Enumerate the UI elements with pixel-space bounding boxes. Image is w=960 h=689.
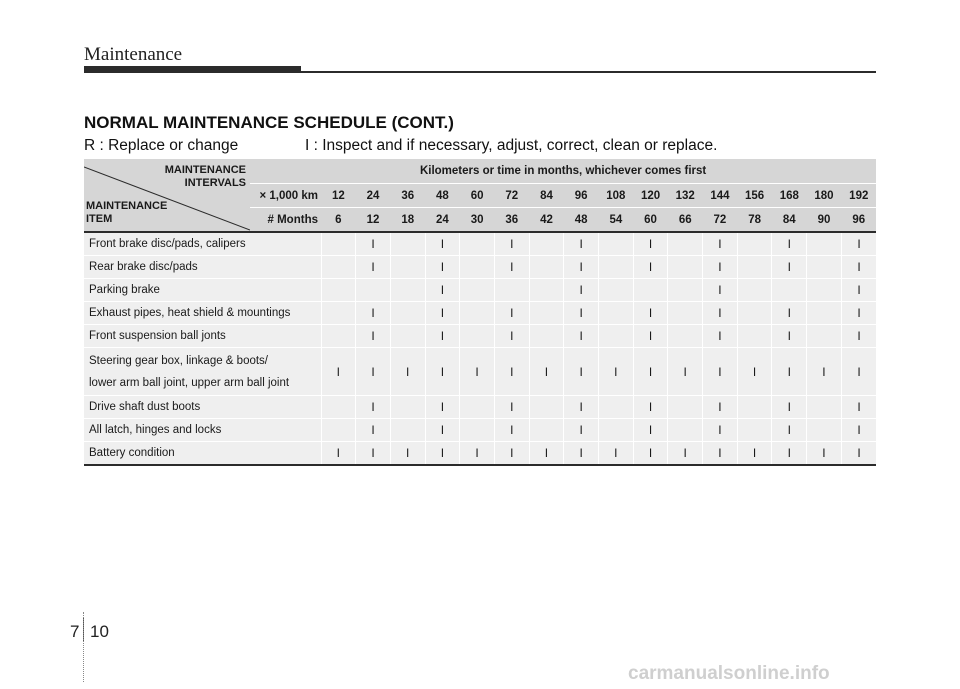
interval-cell (807, 302, 842, 325)
interval-cell (390, 256, 425, 279)
interval-cell: I (841, 232, 876, 256)
interval-cell: I (772, 232, 807, 256)
table-row (84, 325, 876, 348)
interval-cell: I (321, 348, 356, 396)
interval-cell: I (668, 348, 703, 396)
interval-cell: I (633, 442, 668, 466)
interval-cell (737, 256, 772, 279)
interval-cell: I (564, 325, 599, 348)
table-row (84, 279, 876, 302)
interval-cell: I (703, 256, 738, 279)
interval-cell: I (599, 442, 634, 466)
table-row (84, 419, 876, 442)
interval-cell: I (633, 302, 668, 325)
interval-cell: I (807, 348, 842, 396)
interval-cell (668, 232, 703, 256)
table-row (84, 256, 876, 279)
interval-cell: I (633, 232, 668, 256)
item-name: Drive shaft dust boots (84, 396, 321, 419)
month-value: 48 (564, 208, 599, 233)
interval-cell: I (494, 419, 529, 442)
interval-cell (356, 279, 391, 302)
interval-cell: I (772, 348, 807, 396)
interval-cell (737, 419, 772, 442)
interval-cell: I (425, 419, 460, 442)
interval-cell: I (356, 256, 391, 279)
interval-cell: I (460, 442, 495, 466)
interval-cell (390, 302, 425, 325)
interval-cell: I (321, 442, 356, 466)
km-value: 156 (737, 184, 772, 208)
item-name-line: Steering gear box, linkage & boots/ (89, 354, 269, 367)
month-value: 6 (321, 208, 356, 233)
interval-cell (321, 419, 356, 442)
interval-cell (737, 232, 772, 256)
page-footer-line (83, 612, 85, 682)
km-value: 48 (425, 184, 460, 208)
interval-cell: I (841, 279, 876, 302)
km-value: 108 (599, 184, 634, 208)
interval-cell: I (703, 396, 738, 419)
interval-cell: I (564, 232, 599, 256)
interval-cell (772, 279, 807, 302)
interval-cell: I (494, 348, 529, 396)
interval-cell (321, 396, 356, 419)
table-row (84, 396, 876, 419)
interval-cell (599, 325, 634, 348)
interval-cell: I (703, 419, 738, 442)
interval-cell: I (356, 325, 391, 348)
interval-cell (529, 302, 564, 325)
interval-cell: I (841, 302, 876, 325)
km-value: 144 (703, 184, 738, 208)
interval-cell: I (772, 302, 807, 325)
item-name: Parking brake (84, 279, 321, 302)
interval-cell: I (841, 442, 876, 466)
interval-cell: I (494, 396, 529, 419)
interval-cell: I (494, 302, 529, 325)
interval-cell: I (494, 442, 529, 466)
km-unit-label: × 1,000 km (250, 184, 321, 208)
interval-cell (529, 419, 564, 442)
km-value: 12 (321, 184, 356, 208)
interval-cell (529, 279, 564, 302)
corner-item-line1: MAINTENANCE (86, 200, 168, 212)
interval-cell: I (529, 348, 564, 396)
interval-cell: I (841, 396, 876, 419)
interval-cell: I (494, 232, 529, 256)
interval-cell (460, 279, 495, 302)
interval-cell: I (494, 325, 529, 348)
interval-cell (390, 279, 425, 302)
interval-cell: I (564, 442, 599, 466)
section-title: NORMAL MAINTENANCE SCHEDULE (CONT.) (84, 113, 454, 132)
maintenance-schedule-table (84, 159, 876, 466)
interval-cell: I (841, 348, 876, 396)
interval-cell (460, 302, 495, 325)
legend (84, 137, 718, 155)
km-value: 180 (807, 184, 842, 208)
interval-cell: I (703, 302, 738, 325)
month-value: 84 (772, 208, 807, 233)
interval-cell (390, 325, 425, 348)
km-value: 36 (390, 184, 425, 208)
item-name: Rear brake disc/pads (84, 256, 321, 279)
legend-replace: R : Replace or change (84, 137, 239, 154)
km-value: 60 (460, 184, 495, 208)
header-rule-thick (84, 66, 301, 73)
month-value: 60 (633, 208, 668, 233)
month-value: 72 (703, 208, 738, 233)
km-value: 96 (564, 184, 599, 208)
interval-cell (633, 279, 668, 302)
interval-cell (599, 396, 634, 419)
km-value: 120 (633, 184, 668, 208)
interval-cell: I (633, 325, 668, 348)
table-corner-cell (84, 159, 250, 232)
interval-cell: I (633, 419, 668, 442)
item-name (84, 348, 321, 396)
interval-cell (807, 279, 842, 302)
interval-cell: I (425, 442, 460, 466)
corner-intervals-line1: MAINTENANCE (164, 164, 246, 176)
interval-cell: I (599, 348, 634, 396)
km-value: 84 (529, 184, 564, 208)
item-name: All latch, hinges and locks (84, 419, 321, 442)
interval-cell (668, 325, 703, 348)
interval-cell: I (772, 396, 807, 419)
interval-cell: I (425, 279, 460, 302)
interval-cell (460, 232, 495, 256)
interval-cell (807, 396, 842, 419)
page-number: 10 (90, 622, 109, 641)
interval-cell: I (633, 256, 668, 279)
table-row (84, 302, 876, 325)
interval-cell: I (564, 396, 599, 419)
interval-cell (668, 279, 703, 302)
interval-cell: I (703, 232, 738, 256)
month-value: 90 (807, 208, 842, 233)
table-row (84, 232, 876, 256)
interval-cell (807, 325, 842, 348)
interval-cell (529, 325, 564, 348)
table-header-row (84, 159, 876, 184)
interval-cell (460, 419, 495, 442)
corner-item-label (86, 200, 167, 226)
item-name: Exhaust pipes, heat shield & mountings (84, 302, 321, 325)
item-name: Front brake disc/pads, calipers (84, 232, 321, 256)
interval-cell: I (564, 348, 599, 396)
interval-cell (599, 419, 634, 442)
interval-cell: I (703, 442, 738, 466)
corner-intervals-label (165, 164, 246, 190)
interval-cell: I (737, 348, 772, 396)
interval-cell: I (703, 279, 738, 302)
interval-cell (737, 396, 772, 419)
interval-cell: I (529, 442, 564, 466)
interval-cell (668, 256, 703, 279)
interval-cell: I (564, 419, 599, 442)
chapter-number: 7 (70, 622, 80, 641)
item-name: Battery condition (84, 442, 321, 466)
km-value: 24 (356, 184, 391, 208)
interval-cell (321, 325, 356, 348)
interval-cell (807, 419, 842, 442)
interval-cell: I (737, 442, 772, 466)
month-value: 36 (494, 208, 529, 233)
interval-cell: I (772, 442, 807, 466)
interval-cell (807, 256, 842, 279)
interval-cell: I (564, 302, 599, 325)
km-value: 168 (772, 184, 807, 208)
km-value: 72 (494, 184, 529, 208)
interval-cell (321, 302, 356, 325)
interval-cell (321, 232, 356, 256)
table-row (84, 442, 876, 466)
interval-cell: I (772, 419, 807, 442)
interval-cell: I (425, 302, 460, 325)
interval-cell: I (460, 348, 495, 396)
interval-cell: I (356, 419, 391, 442)
month-value: 24 (425, 208, 460, 233)
interval-cell: I (356, 442, 391, 466)
item-name-line: lower arm ball joint, upper arm ball joint (89, 376, 290, 389)
page-header-title: Maintenance (84, 44, 183, 65)
interval-cell (460, 396, 495, 419)
interval-cell: I (841, 256, 876, 279)
legend-inspect: I : Inspect and if necessary, adjust, correct, clean or replace. (305, 137, 718, 154)
interval-cell (599, 302, 634, 325)
interval-cell (599, 232, 634, 256)
interval-cell: I (356, 302, 391, 325)
interval-cell: I (633, 396, 668, 419)
interval-cell: I (841, 325, 876, 348)
interval-cell: I (703, 325, 738, 348)
interval-cell: I (668, 442, 703, 466)
corner-item-line2: ITEM (86, 213, 113, 225)
month-value: 66 (668, 208, 703, 233)
header-rule-thin (301, 71, 876, 73)
interval-cell: I (494, 256, 529, 279)
interval-cell (529, 232, 564, 256)
km-value: 192 (841, 184, 876, 208)
watermark: carmanualsonline.info (628, 663, 830, 684)
interval-cell: I (425, 256, 460, 279)
month-value: 96 (841, 208, 876, 233)
interval-cell (529, 396, 564, 419)
interval-cell: I (390, 442, 425, 466)
interval-cell: I (356, 396, 391, 419)
interval-cell (390, 419, 425, 442)
table-row (84, 348, 876, 396)
interval-cell: I (772, 325, 807, 348)
km-value: 132 (668, 184, 703, 208)
interval-cell: I (564, 279, 599, 302)
interval-cell (494, 279, 529, 302)
interval-cell (737, 279, 772, 302)
interval-cell: I (425, 325, 460, 348)
interval-cell (529, 256, 564, 279)
interval-cell (321, 279, 356, 302)
interval-cell (737, 302, 772, 325)
interval-cell (668, 396, 703, 419)
interval-cell: I (390, 348, 425, 396)
interval-cell: I (807, 442, 842, 466)
month-value: 42 (529, 208, 564, 233)
item-name: Front suspension ball jonts (84, 325, 321, 348)
interval-cell (390, 396, 425, 419)
month-value: 30 (460, 208, 495, 233)
month-value: 54 (599, 208, 634, 233)
months-unit-label: # Months (250, 208, 321, 233)
interval-cell: I (425, 232, 460, 256)
interval-cell (599, 256, 634, 279)
month-value: 12 (356, 208, 391, 233)
interval-cell: I (564, 256, 599, 279)
interval-cell (599, 279, 634, 302)
interval-cell: I (772, 256, 807, 279)
interval-cell: I (356, 232, 391, 256)
interval-cell (321, 256, 356, 279)
interval-cell: I (703, 348, 738, 396)
interval-cell (390, 232, 425, 256)
interval-title: Kilometers or time in months, whichever comes first (250, 159, 876, 184)
interval-cell: I (425, 348, 460, 396)
interval-cell: I (633, 348, 668, 396)
interval-cell: I (841, 419, 876, 442)
interval-cell: I (425, 396, 460, 419)
interval-cell: I (356, 348, 391, 396)
month-value: 18 (390, 208, 425, 233)
month-value: 78 (737, 208, 772, 233)
interval-cell (668, 419, 703, 442)
interval-cell (460, 325, 495, 348)
interval-cell (807, 232, 842, 256)
interval-cell (668, 302, 703, 325)
interval-cell (460, 256, 495, 279)
corner-intervals-line2: INTERVALS (184, 177, 246, 189)
interval-cell (737, 325, 772, 348)
